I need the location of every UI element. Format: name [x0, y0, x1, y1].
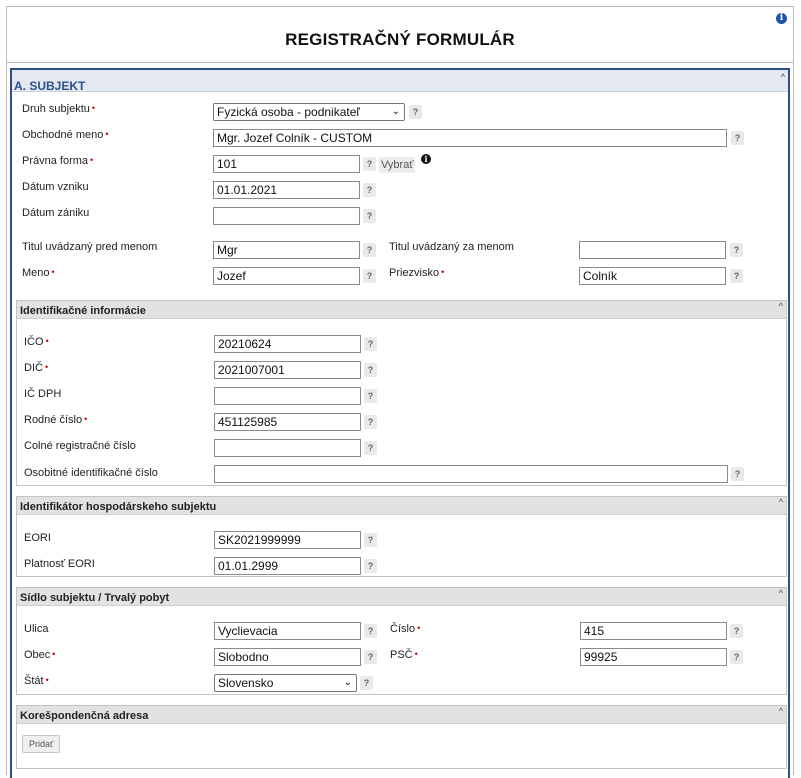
help-icon[interactable]: ?	[731, 467, 744, 481]
priezvisko-label: Priezvisko •	[389, 267, 445, 279]
correspondence-title: Korešpondenčná adresa	[20, 710, 149, 722]
page-title: REGISTRAČNÝ FORMULÁR	[285, 30, 515, 49]
help-icon[interactable]: ?	[360, 676, 373, 690]
dic-label: DIČ •	[24, 362, 49, 374]
platnost-eori-label: Platnosť EORI	[24, 558, 95, 570]
datum-vzniku-label: Dátum vzniku	[22, 181, 89, 193]
rodne-cislo-label: Rodné číslo •	[24, 414, 88, 426]
eori-label: EORI	[24, 532, 51, 544]
header	[7, 7, 793, 63]
psc-input[interactable]: 99925	[580, 648, 727, 666]
help-icon[interactable]: ?	[409, 105, 422, 119]
identification-header[interactable]	[17, 301, 786, 319]
rodne-cislo-input[interactable]: 451125985	[214, 413, 361, 431]
help-icon[interactable]: ?	[363, 269, 376, 283]
platnost-eori-input[interactable]: 01.01.2999	[214, 557, 361, 575]
ulica-label: Ulica	[24, 623, 49, 635]
correspondence-panel	[16, 705, 787, 769]
vybrat-button[interactable]: Vybrať	[381, 159, 414, 171]
cislo-label: Číslo •	[390, 623, 421, 635]
collapse-icon[interactable]: ^	[778, 588, 783, 598]
help-icon[interactable]: ?	[364, 650, 377, 664]
help-icon[interactable]: ?	[364, 363, 377, 377]
help-icon[interactable]: ?	[730, 624, 743, 638]
section-subjekt-title: A. SUBJEKT	[14, 79, 86, 93]
help-icon[interactable]: ?	[730, 269, 743, 283]
priezvisko-input[interactable]: Colník	[579, 267, 726, 285]
druh-subjektu-label: Druh subjektu •	[22, 103, 96, 115]
colne-cislo-label: Colné registračné číslo	[24, 440, 136, 452]
psc-label: PSČ •	[390, 649, 418, 661]
help-icon[interactable]: ?	[363, 243, 376, 257]
stat-select[interactable]: Slovensko ⌄	[214, 674, 357, 692]
address-header[interactable]	[17, 588, 786, 606]
correspondence-header[interactable]	[17, 706, 786, 724]
titul-pred-input[interactable]: Mgr	[213, 241, 360, 259]
meno-label: Meno •	[22, 267, 55, 279]
help-icon[interactable]: ?	[364, 389, 377, 403]
colne-cislo-input[interactable]	[214, 439, 361, 457]
help-icon[interactable]: ?	[730, 650, 743, 664]
druh-subjektu-select[interactable]: Fyzická osoba - podnikateľ ⌄	[213, 103, 405, 121]
address-panel	[16, 587, 787, 695]
ico-label: IČO •	[24, 336, 49, 348]
titul-za-label: Titul uvádzaný za menom	[389, 241, 514, 253]
identification-panel	[16, 300, 787, 486]
eori-input[interactable]: SK2021999999	[214, 531, 361, 549]
help-icon[interactable]: ?	[363, 157, 376, 171]
pravna-forma-label: Právna forma •	[22, 155, 94, 167]
economic-id-panel	[16, 496, 787, 577]
obchodne-meno-input[interactable]: Mgr. Jozef Colník - CUSTOM	[213, 129, 727, 147]
info-icon[interactable]: i	[421, 154, 431, 164]
osobitne-cislo-input[interactable]	[214, 465, 728, 483]
help-icon[interactable]: ?	[363, 183, 376, 197]
datum-zaniku-label: Dátum zániku	[22, 207, 90, 219]
pravna-forma-input[interactable]: 101	[213, 155, 360, 173]
ulica-input[interactable]: Vyclievacia	[214, 622, 361, 640]
help-icon[interactable]: ?	[364, 624, 377, 638]
economic-id-title: Identifikátor hospodárskeho subjektu	[20, 501, 217, 513]
cislo-input[interactable]: 415	[580, 622, 727, 640]
dic-input[interactable]: 2021007001	[214, 361, 361, 379]
titul-za-input[interactable]	[579, 241, 726, 259]
help-icon[interactable]: ?	[364, 559, 377, 573]
identification-title: Identifikačné informácie	[20, 305, 146, 317]
obec-label: Obec •	[24, 649, 56, 661]
titul-pred-label: Titul uvádzaný pred menom	[22, 241, 158, 253]
address-title: Sídlo subjektu / Trvalý pobyt	[20, 592, 170, 604]
chevron-down-icon: ⌄	[391, 106, 400, 117]
chevron-down-icon: ⌄	[343, 677, 352, 688]
help-icon[interactable]: ?	[731, 131, 744, 145]
form-page	[6, 6, 794, 775]
help-icon[interactable]: ?	[364, 415, 377, 429]
collapse-icon[interactable]: ^	[780, 72, 785, 82]
section-subjekt-header[interactable]	[12, 70, 788, 92]
collapse-icon[interactable]: ^	[778, 301, 783, 311]
help-icon[interactable]: ?	[730, 243, 743, 257]
obchodne-meno-label: Obchodné meno •	[22, 129, 109, 141]
ico-input[interactable]: 20210624	[214, 335, 361, 353]
datum-zaniku-input[interactable]	[213, 207, 360, 225]
datum-vzniku-input[interactable]: 01.01.2021	[213, 181, 360, 199]
stat-label: Štát •	[24, 675, 49, 687]
collapse-icon[interactable]: ^	[778, 497, 783, 507]
help-icon[interactable]: ?	[364, 441, 377, 455]
ic-dph-label: IČ DPH	[24, 388, 62, 400]
help-icon[interactable]: ?	[363, 209, 376, 223]
info-icon[interactable]: i	[776, 13, 787, 24]
ic-dph-input[interactable]	[214, 387, 361, 405]
collapse-icon[interactable]: ^	[778, 706, 783, 716]
economic-id-header[interactable]	[17, 497, 786, 515]
osobitne-cislo-label: Osobitné identifikačné číslo	[24, 467, 158, 479]
help-icon[interactable]: ?	[364, 533, 377, 547]
meno-input[interactable]: Jozef	[213, 267, 360, 285]
add-address-button[interactable]: Pridať	[22, 735, 60, 753]
obec-input[interactable]: Slobodno	[214, 648, 361, 666]
help-icon[interactable]: ?	[364, 337, 377, 351]
